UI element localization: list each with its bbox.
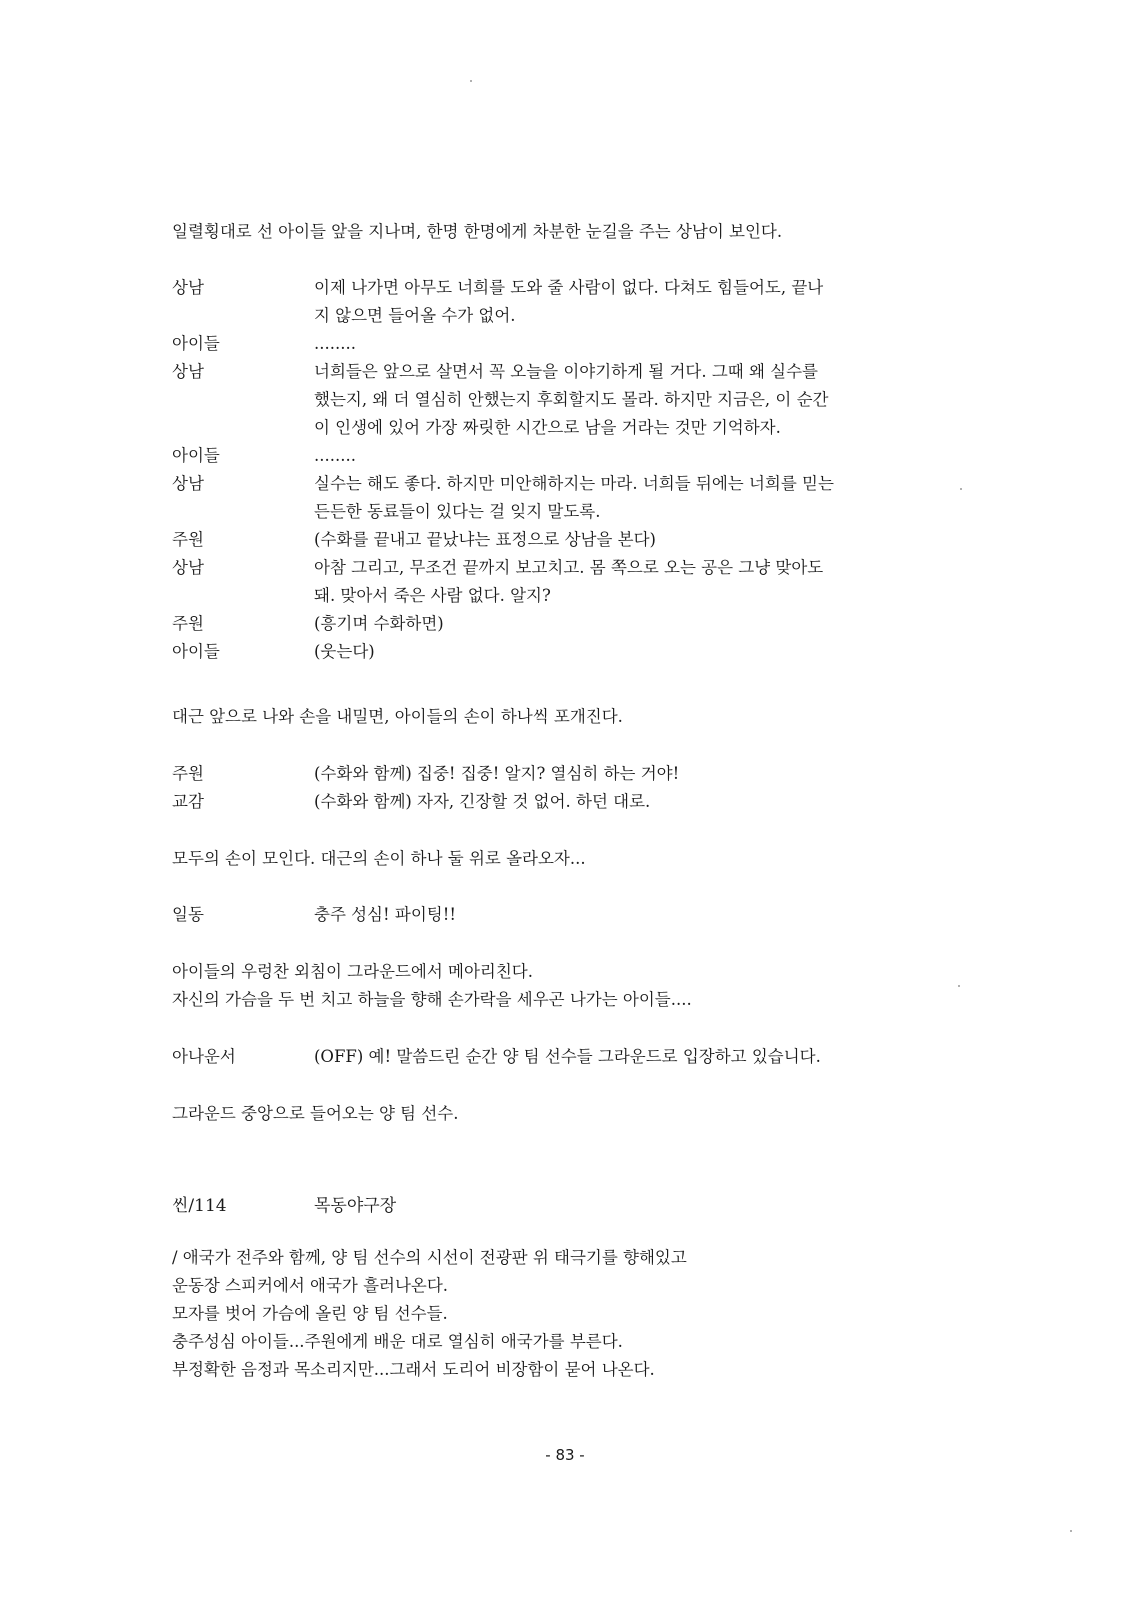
scene-heading: [172, 1192, 396, 1220]
dialogue-line: [172, 414, 962, 442]
speaker-name: 아이들: [172, 642, 220, 661]
speaker-name: 아이들: [172, 446, 220, 465]
scan-speck: [958, 985, 960, 987]
speaker-name: 주원: [172, 764, 204, 783]
action-line: / 애국가 전주와 함께, 양 팀 선수의 시선이 전광판 위 태극기를 향해있고: [172, 1248, 687, 1267]
dialogue-block: [172, 901, 962, 929]
dialogue-line: [172, 302, 962, 330]
action-line: 충주성심 아이들...주원에게 배운 대로 열심히 애국가를 부른다.: [172, 1332, 623, 1351]
dialogue-line: [172, 526, 962, 554]
dialogue-line: [172, 274, 962, 302]
dialogue-block: [172, 760, 962, 816]
scan-speck: [960, 488, 962, 490]
dialogue-text: (웃는다): [314, 642, 375, 661]
speaker-name: 상남: [172, 474, 204, 493]
dialogue-text: 충주 성심! 파이팅!!: [314, 905, 456, 924]
dialogue-text: 든든한 동료들이 있다는 걸 잊지 말도록.: [314, 502, 601, 521]
page-number: - 83 -: [545, 1446, 585, 1464]
dialogue-text: (수화와 함께) 집중! 집중! 알지? 열심히 하는 거야!: [314, 764, 680, 783]
dialogue-line: [172, 330, 962, 358]
dialogue-line: [172, 470, 962, 498]
dialogue-text: (흥기며 수화하면): [314, 614, 444, 633]
dialogue-text: 지 않으면 들어올 수가 없어.: [314, 306, 516, 325]
speaker-name: 일동: [172, 905, 204, 924]
dialogue-text: (OFF) 예! 말씀드린 순간 양 팀 선수들 그라운드로 입장하고 있습니다.: [314, 1047, 821, 1066]
action-line: 일렬횡대로 선 아이들 앞을 지나며, 한명 한명에게 차분한 눈길을 주는 상남이 보인다.: [172, 222, 783, 241]
action-paragraph: [172, 703, 962, 731]
speaker-name: 상남: [172, 558, 204, 577]
dialogue-line: [172, 582, 962, 610]
dialogue-text: (수화와 함께) 자자, 긴장할 것 없어. 하던 대로.: [314, 792, 651, 811]
dialogue-line: [172, 554, 962, 582]
dialogue-block: [172, 274, 962, 666]
action-line: 자신의 가슴을 두 번 치고 하늘을 향해 손가락을 세우곤 나가는 아이들....: [172, 990, 692, 1009]
dialogue-line: [172, 788, 962, 816]
action-paragraph: [172, 845, 962, 873]
action-line: 모자를 벗어 가슴에 올린 양 팀 선수들.: [172, 1304, 448, 1323]
dialogue-text: 아참 그리고, 무조건 끝까지 보고치고. 몸 쪽으로 오는 공은 그냥 맞아도: [314, 558, 824, 577]
dialogue-line: [172, 498, 962, 526]
action-line: 아이들의 우렁찬 외침이 그라운드에서 메아리친다.: [172, 962, 533, 981]
action-paragraph: [172, 1100, 962, 1128]
action-line: 부정확한 음정과 목소리지만...그래서 도리어 비장함이 묻어 나온다.: [172, 1360, 655, 1379]
speaker-name: 교감: [172, 792, 204, 811]
action-paragraph: [172, 218, 962, 246]
dialogue-line: [172, 901, 962, 929]
dialogue-line: [172, 760, 962, 788]
action-line: 운동장 스피커에서 애국가 흘러나온다.: [172, 1276, 449, 1295]
scan-speck: [470, 80, 472, 82]
action-line: 모두의 손이 모인다. 대근의 손이 하나 둘 위로 올라오자...: [172, 849, 586, 868]
speaker-name: 상남: [172, 278, 204, 297]
dialogue-block: [172, 1043, 962, 1071]
speaker-name: 아이들: [172, 334, 220, 353]
speaker-name: 주원: [172, 614, 204, 633]
dialogue-text: 이 인생에 있어 가장 짜릿한 시간으로 남을 거라는 것만 기억하자.: [314, 418, 781, 437]
scene-number: 씬/114: [172, 1196, 227, 1216]
dialogue-text: (수화를 끝내고 끝났냐는 표정으로 상남을 본다): [314, 530, 656, 549]
speaker-name: 주원: [172, 530, 204, 549]
dialogue-line: [172, 1043, 962, 1071]
speaker-name: 상남: [172, 362, 204, 381]
dialogue-text: 돼. 맞아서 죽은 사람 없다. 알지?: [314, 586, 551, 605]
dialogue-text: 실수는 해도 좋다. 하지만 미안해하지는 마라. 너희들 뒤에는 너희를 믿는: [314, 474, 834, 493]
action-line: 대근 앞으로 나와 손을 내밀면, 아이들의 손이 하나씩 포개진다.: [172, 707, 623, 726]
dialogue-line: [172, 442, 962, 470]
scan-speck: [1070, 1530, 1072, 1532]
dialogue-line: [172, 638, 962, 666]
dialogue-line: [172, 358, 962, 386]
action-paragraph: [172, 1244, 962, 1384]
speaker-name: 아나운서: [172, 1047, 236, 1066]
scene-location: 목동야구장: [314, 1196, 397, 1216]
dialogue-text: 이제 나가면 아무도 너희를 도와 줄 사람이 없다. 다쳐도 힘들어도, 끝나: [314, 278, 824, 297]
dialogue-text: ........: [314, 446, 356, 465]
dialogue-text: ........: [314, 334, 356, 353]
dialogue-line: [172, 386, 962, 414]
dialogue-text: 너희들은 앞으로 살면서 꼭 오늘을 이야기하게 될 거다. 그때 왜 실수를: [314, 362, 818, 381]
action-paragraph: [172, 958, 962, 1014]
action-line: 그라운드 중앙으로 들어오는 양 팀 선수.: [172, 1104, 459, 1123]
dialogue-text: 했는지, 왜 더 열심히 안했는지 후회할지도 몰라. 하지만 지금은, 이 순간: [314, 390, 829, 409]
dialogue-line: [172, 610, 962, 638]
